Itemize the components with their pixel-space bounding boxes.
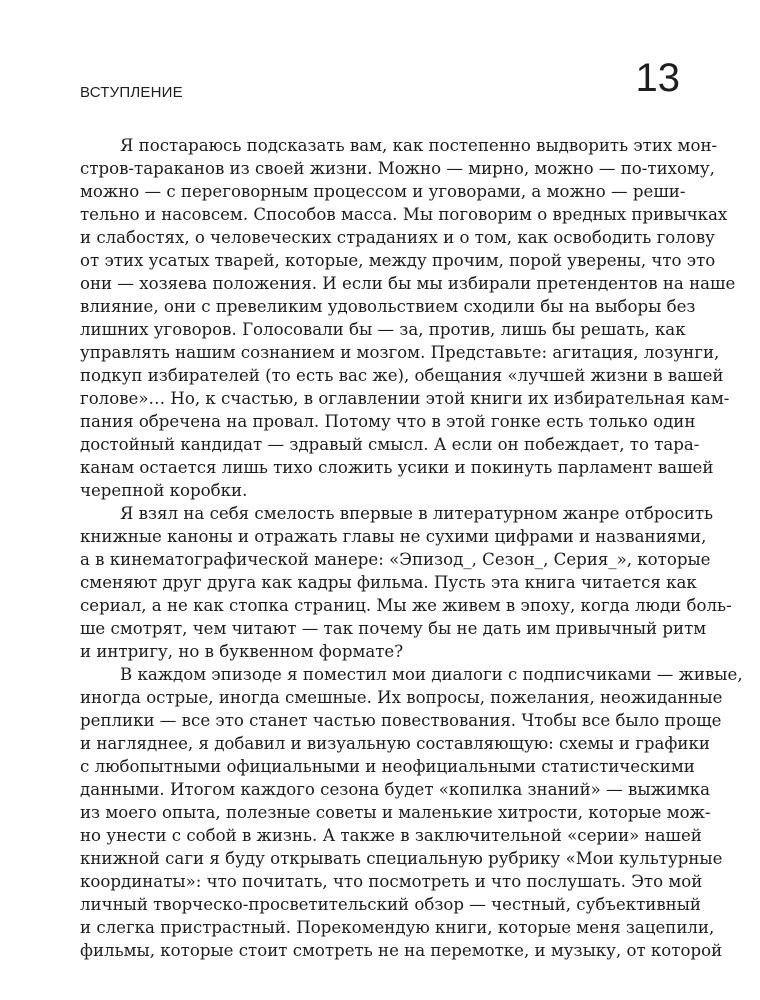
paragraph-1-line: тельно и насовсем. Способов масса. Мы поговорим о вредных привычках bbox=[80, 205, 728, 224]
paragraph-3-line: с любопытными официальными и неофициальными статистическими bbox=[80, 757, 695, 776]
paragraph-1-line: пания обречена на провал. Потому что в этой гонке есть только один bbox=[80, 412, 696, 431]
paragraph-1-line: они — хозяева положения. И если бы мы избирали претендентов на наше bbox=[80, 274, 736, 293]
paragraph-1-line: можно — с переговорным процессом и уговорами, а можно — реши- bbox=[80, 182, 686, 201]
paragraph-3-line: но унести с собой в жизнь. А также в заключительной «серии» нашей bbox=[80, 826, 702, 845]
paragraph-1-line: и слабостях, о человеческих страданиях и о том, как освободить голову bbox=[80, 228, 715, 247]
paragraph-3-line: данными. Итогом каждого сезона будет «копилка знаний» — выжимка bbox=[80, 780, 711, 799]
page-number: 13 bbox=[635, 56, 680, 100]
paragraph-2-line: Я взял на себя смелость впервые в литературном жанре отбросить bbox=[120, 504, 714, 523]
paragraph-3-line: и слегка пристрастный. Порекомендую книги, которые меня зацепили, bbox=[80, 918, 715, 937]
paragraph-3-line: В каждом эпизоде я поместил мои диалоги с подписчиками — живые, bbox=[120, 665, 743, 684]
body-text bbox=[80, 134, 743, 962]
paragraph-1-line: Я постараюсь подсказать вам, как постепенно выдворить этих мон- bbox=[120, 136, 718, 155]
paragraph-2-line: ше смотрят, чем читают — так почему бы не дать им привычный ритм bbox=[80, 619, 707, 638]
paragraph-1-line: от этих усатых тварей, которые, между прочим, порой уверены, что это bbox=[80, 251, 716, 270]
paragraph-1-line: достойный кандидат — здравый смысл. А если он побеждает, то тара- bbox=[80, 435, 700, 454]
paragraph-3-line: реплики — все это станет частью повествования. Чтобы все было проще bbox=[80, 711, 722, 730]
paragraph-3-line: иногда острые, иногда смешные. Их вопросы, пожелания, неожиданные bbox=[80, 688, 723, 707]
paragraph-1-line: канам остается лишь тихо сложить усики и покинуть парламент вашей bbox=[80, 458, 714, 477]
paragraph-2-line: сериал, а не как стопка страниц. Мы же живем в эпоху, когда люди боль- bbox=[80, 596, 732, 615]
paragraph-1-line: лишних уговоров. Голосовали бы — за, против, лишь бы решать, как bbox=[80, 320, 686, 339]
paragraph-2-line: книжные каноны и отражать главы не сухими цифрами и названиями, bbox=[80, 527, 707, 546]
paragraph-2-line: и интригу, но в буквенном формате? bbox=[80, 642, 404, 661]
paragraph-1-line: управлять нашим сознанием и мозгом. Представьте: агитация, лозунги, bbox=[80, 343, 720, 362]
paragraph-3-line: координаты»: что почитать, что посмотреть и что послушать. Это мой bbox=[80, 872, 703, 891]
paragraph-1-line: голове»… Но, к счастью, в оглавлении этой книги их избирательная кам- bbox=[80, 389, 730, 408]
paragraph-1-line: влияние, они с превеликим удовольствием сходили бы на выборы без bbox=[80, 297, 696, 316]
paragraph-2-line: сменяют друг друга как кадры фильма. Пусть эта книга читается как bbox=[80, 573, 697, 592]
paragraph-3-line: личный творческо-просветительский обзор — честный, субъективный bbox=[80, 895, 701, 914]
paragraph-3-line: и нагляднее, я добавил и визуальную составляющую: схемы и графики bbox=[80, 734, 710, 753]
paragraph-3-line: фильмы, которые стоит смотреть не на перемотке, и музыку, от которой bbox=[80, 941, 723, 960]
paragraph-3-line: книжной саги я буду открывать специальную рубрику «Мои культурные bbox=[80, 849, 723, 868]
paragraph-3-line: из моего опыта, полезные советы и маленькие хитрости, которые мож- bbox=[80, 803, 711, 822]
paragraph-1-line: черепной коробки. bbox=[80, 481, 248, 500]
paragraph-1-line: подкуп избирателей (то есть вас же), обещания «лучшей жизни в вашей bbox=[80, 366, 724, 385]
running-head-section-title: ВСТУПЛЕНИЕ bbox=[80, 84, 183, 101]
paragraph-1-line: стров-тараканов из своей жизни. Можно — мирно, можно — по-тихому, bbox=[80, 159, 715, 178]
paragraph-2-line: а в кинематографической манере: «Эпизод_, Сезон_, Серия_», которые bbox=[80, 550, 711, 569]
